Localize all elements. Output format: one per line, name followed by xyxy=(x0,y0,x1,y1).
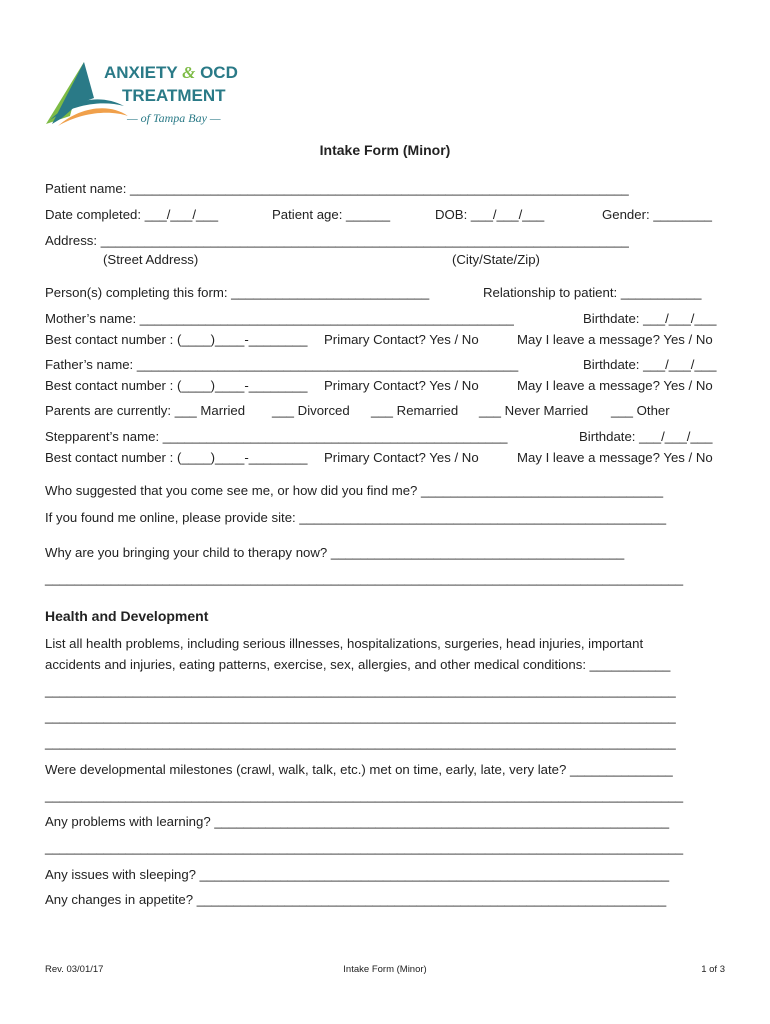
health-answer-line-1[interactable]: ______________________________________________________________________________________ xyxy=(45,683,676,698)
footer-revision: Rev. 03/01/17 xyxy=(45,964,104,975)
address-field[interactable]: Address: ________________________________________________________________________ xyxy=(45,233,629,248)
mother-contact-field[interactable]: Best contact number : (____)____-________ xyxy=(45,332,308,347)
father-contact-field[interactable]: Best contact number : (____)____-________ xyxy=(45,378,308,393)
logo-ampersand: & xyxy=(182,63,196,82)
parents-status-other[interactable]: ___ Other xyxy=(611,403,670,418)
learning-problems-line-2[interactable]: _______________________________________________________________________________________ xyxy=(45,840,684,855)
health-answer-line-3[interactable]: ______________________________________________________________________________________ xyxy=(45,735,676,750)
mother-leave-message[interactable]: May I leave a message? Yes / No xyxy=(517,332,713,347)
why-therapy-now-field[interactable]: Why are you bringing your child to therapy now? ________________________________________ xyxy=(45,545,625,560)
health-section-heading: Health and Development xyxy=(45,608,209,624)
footer-page-number: 1 of 3 xyxy=(701,964,725,975)
logo-word-ocd: OCD xyxy=(200,63,238,82)
mother-birthdate-field[interactable]: Birthdate: ___/___/___ xyxy=(583,311,717,326)
persons-completing-field[interactable]: Person(s) completing this form: ___________________________ xyxy=(45,285,430,300)
father-leave-message[interactable]: May I leave a message? Yes / No xyxy=(517,378,713,393)
stepparent-leave-message[interactable]: May I leave a message? Yes / No xyxy=(517,450,713,465)
parents-status-divorced[interactable]: ___ Divorced xyxy=(272,403,350,418)
why-therapy-now-line-2[interactable]: _______________________________________________________________________________________ xyxy=(45,571,684,586)
parents-status-remarried[interactable]: ___ Remarried xyxy=(371,403,459,418)
health-question-line-2[interactable]: accidents and injuries, eating patterns, exercise, sex, allergies, and other medical conditions: ___________ xyxy=(45,657,671,672)
mother-name-field[interactable]: Mother’s name: ___________________________________________________ xyxy=(45,311,514,326)
logo-word-anxiety: ANXIETY xyxy=(104,63,178,82)
stepparent-birthdate-field[interactable]: Birthdate: ___/___/___ xyxy=(579,429,713,444)
father-birthdate-field[interactable]: Birthdate: ___/___/___ xyxy=(583,357,717,372)
svg-text:ANXIETY & OCD xyxy=(104,63,238,82)
found-online-field[interactable]: If you found me online, please provide site: __________________________________________________ xyxy=(45,510,667,525)
company-logo xyxy=(44,58,284,130)
dob-field[interactable]: DOB: ___/___/___ xyxy=(435,207,545,222)
form-title: Intake Form (Minor) xyxy=(319,142,451,158)
footer-form-name: Intake Form (Minor) xyxy=(343,964,427,975)
sleeping-issues-field[interactable]: Any issues with sleeping? ________________________________________________________________ xyxy=(45,867,670,882)
health-answer-line-2[interactable]: ______________________________________________________________________________________ xyxy=(45,709,676,724)
stepparent-name-field[interactable]: Stepparent’s name: _______________________________________________ xyxy=(45,429,508,444)
street-address-caption: (Street Address) xyxy=(103,252,199,267)
date-completed-field[interactable]: Date completed: ___/___/___ xyxy=(45,207,219,222)
city-state-zip-caption: (City/State/Zip) xyxy=(452,252,540,267)
father-primary-contact[interactable]: Primary Contact? Yes / No xyxy=(324,378,479,393)
milestones-field[interactable]: Were developmental milestones (crawl, walk, talk, etc.) met on time, early, late, very late? ______________ xyxy=(45,762,673,777)
milestones-line-2[interactable]: _______________________________________________________________________________________ xyxy=(45,788,684,803)
stepparent-primary-contact[interactable]: Primary Contact? Yes / No xyxy=(324,450,479,465)
appetite-changes-field[interactable]: Any changes in appetite? ________________________________________________________________ xyxy=(45,892,667,907)
health-question-line-1: List all health problems, including serious illnesses, hospitalizations, surgeries, head injuries, important xyxy=(45,636,644,651)
parents-status-never-married[interactable]: ___ Never Married xyxy=(479,403,589,418)
patient-age-field[interactable]: Patient age: ______ xyxy=(272,207,391,222)
who-suggested-field[interactable]: Who suggested that you come see me, or how did you find me? _________________________________ xyxy=(45,483,664,498)
logo-word-treatment: TREATMENT xyxy=(122,86,226,105)
gender-field[interactable]: Gender: ________ xyxy=(602,207,712,222)
stepparent-contact-field[interactable]: Best contact number : (____)____-________ xyxy=(45,450,308,465)
patient-name-field[interactable]: Patient name: ____________________________________________________________________ xyxy=(45,181,629,196)
learning-problems-field[interactable]: Any problems with learning? ______________________________________________________________ xyxy=(45,814,670,829)
mother-primary-contact[interactable]: Primary Contact? Yes / No xyxy=(324,332,479,347)
father-name-field[interactable]: Father’s name: ____________________________________________________ xyxy=(45,357,519,372)
logo-tagline: — of Tampa Bay — xyxy=(127,111,221,125)
relationship-field[interactable]: Relationship to patient: ___________ xyxy=(483,285,702,300)
parents-status-married[interactable]: Parents are currently: ___ Married xyxy=(45,403,246,418)
